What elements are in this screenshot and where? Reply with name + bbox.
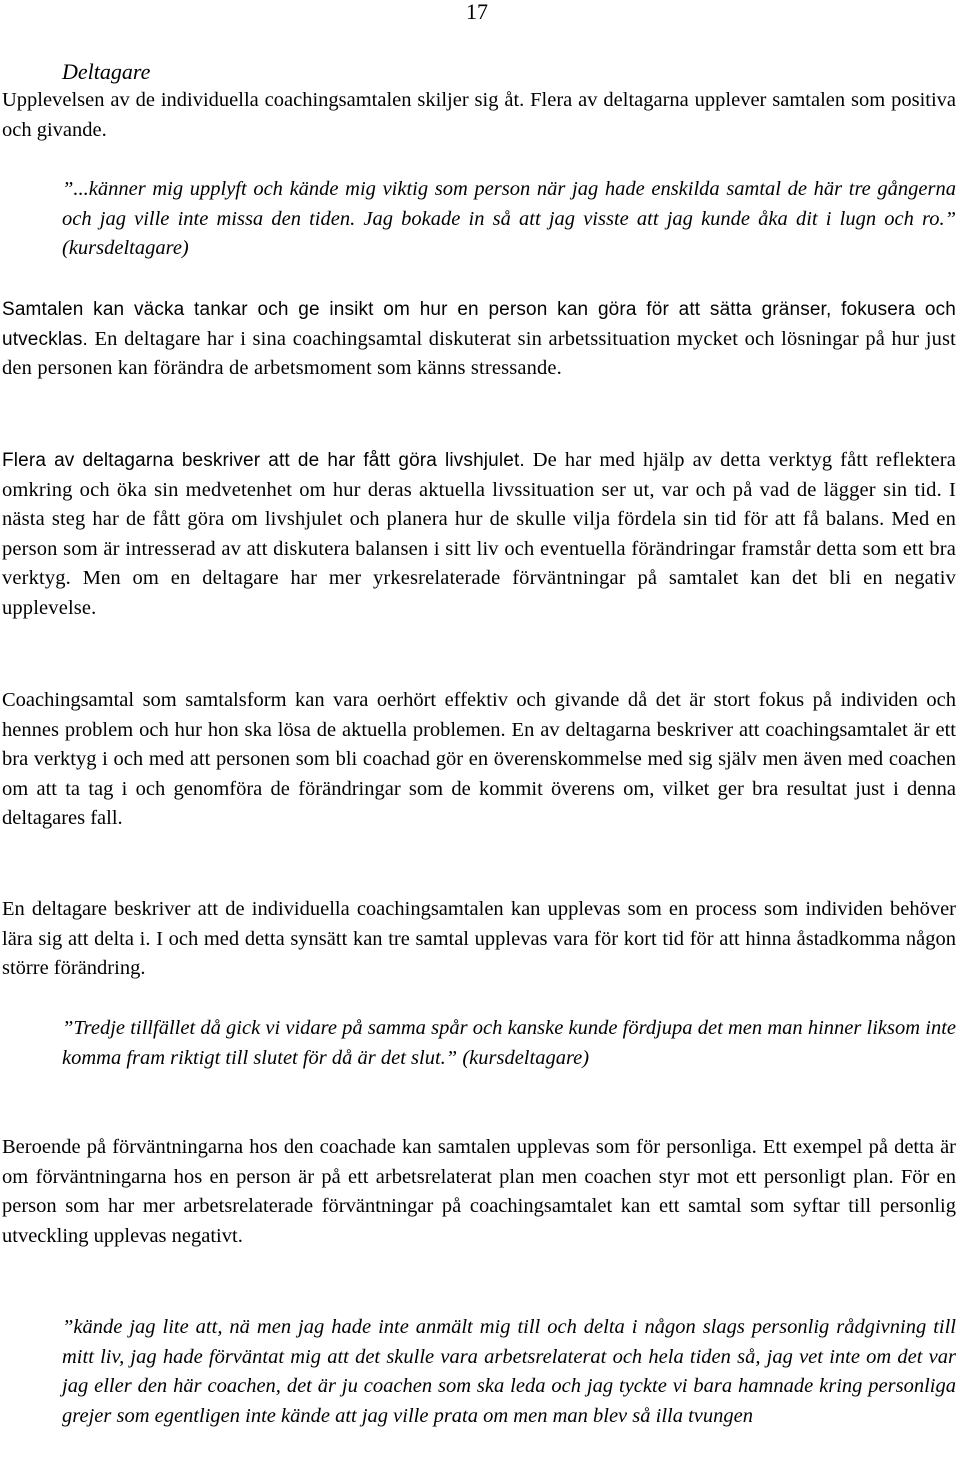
- paragraph-samtalen: [2, 295, 956, 384]
- paragraph-livshjulet: [2, 446, 956, 623]
- paragraph-intro: Upplevelsen av de individuella coachingsamtalen skiljer sig åt. Flera av deltagarna upplever samtalen som positiva och givande.: [2, 89, 956, 141]
- paragraph-coachingsamtal: Coachingsamtal som samtalsform kan vara oerhört effektiv och givande då det är stort fokus på individen och hennes problem och hur hon ska lösa de aktuella problemen. En av deltagarna beskriver att coachingsamtalet är ett bra verktyg i och med att personen som bli coachad gör en överenskommelse med sig själv men även med coachen om att ta tag i och genomföra de förändringar som de kommit överens om, vilket ger bra resultat just i denna deltagares fall.: [2, 689, 956, 829]
- paragraph-livshjulet-part1: Flera av deltagarna beskriver att de har fått göra livshjulet.: [2, 450, 525, 471]
- paragraph-samtalen-part1: Samtalen kan väcka tankar och ge insikt om hur en person kan göra för att sätta gränser, fokusera och utvecklas.: [2, 299, 956, 350]
- quote-tredje-tillfallet: ”Tredje tillfället då gick vi vidare på samma spår och kanske kunde fördjupa det men man hinner liksom inte komma fram riktigt till slutet för då är det slut.” (kursdeltagare): [62, 1017, 956, 1069]
- section-heading: Deltagare: [62, 59, 151, 84]
- paragraph-samtalen-part2: En deltagare har i sina coachingsamtal diskuterat sin arbetssituation mycket och lösningar på hur just den personen kan förändra de arbetsmoment som känns stressande.: [2, 327, 956, 379]
- quote-upplyft: ”...känner mig upplyft och kände mig viktig som person när jag hade enskilda samtal de här tre gångerna och jag ville inte missa den tiden. Jag bokade in så att jag visste att jag kunde åka dit i lugn och ro.” (kursdeltagare): [62, 178, 956, 259]
- paragraph-forvantningar: Beroende på förväntningarna hos den coachade kan samtalen upplevas som för personliga. Ett exempel på detta är om förväntningarna hos en person är på ett arbetsrelaterat plan men coachen styr mot ett personligt plan. För en person som har mer arbetsrelaterade förväntningar på coachingsamtalet kan ett samtal som syftar till personlig utveckling upplevas negativt.: [2, 1136, 956, 1247]
- page-number: 17: [466, 0, 488, 24]
- paragraph-process: En deltagare beskriver att de individuella coachingsamtalen kan upplevas som en process som individen behöver lära sig att delta i. I och med detta synsätt kan tre samtal upplevas vara för kort tid för att hinna åstadkomma någon större förändring.: [2, 898, 956, 979]
- paragraph-livshjulet-part2: De har med hjälp av detta verktyg fått reflektera omkring och öka sin medvetenhet om hur deras aktuella livssituation ser ut, var och på vad de lägger sin tid. I nästa steg har de fått göra om livshjulet och planera hur de skulle vilja fördela sin tid för att få balans. Med en person som är intresserad av att diskutera balansen i sitt liv och eventuella förändringar framstår detta som ett bra verktyg. Men om en deltagare har mer yrkesrelaterade förväntningar på samtalet kan det bli en negativ upplevelse.: [2, 449, 956, 619]
- quote-kande-jag: ”kände jag lite att, nä men jag hade inte anmält mig till och delta i någon slags personlig rådgivning till mitt liv, jag hade förväntat mig att det skulle vara arbetsrelaterat och hela tiden så, jag vet inte om det var jag eller den här coachen, det är ju coachen som ska leda och jag tyckte vi bara hamnade kring personliga grejer som egentligen inte kände att jag ville prata om men man blev så illa tvungen: [62, 1316, 956, 1427]
